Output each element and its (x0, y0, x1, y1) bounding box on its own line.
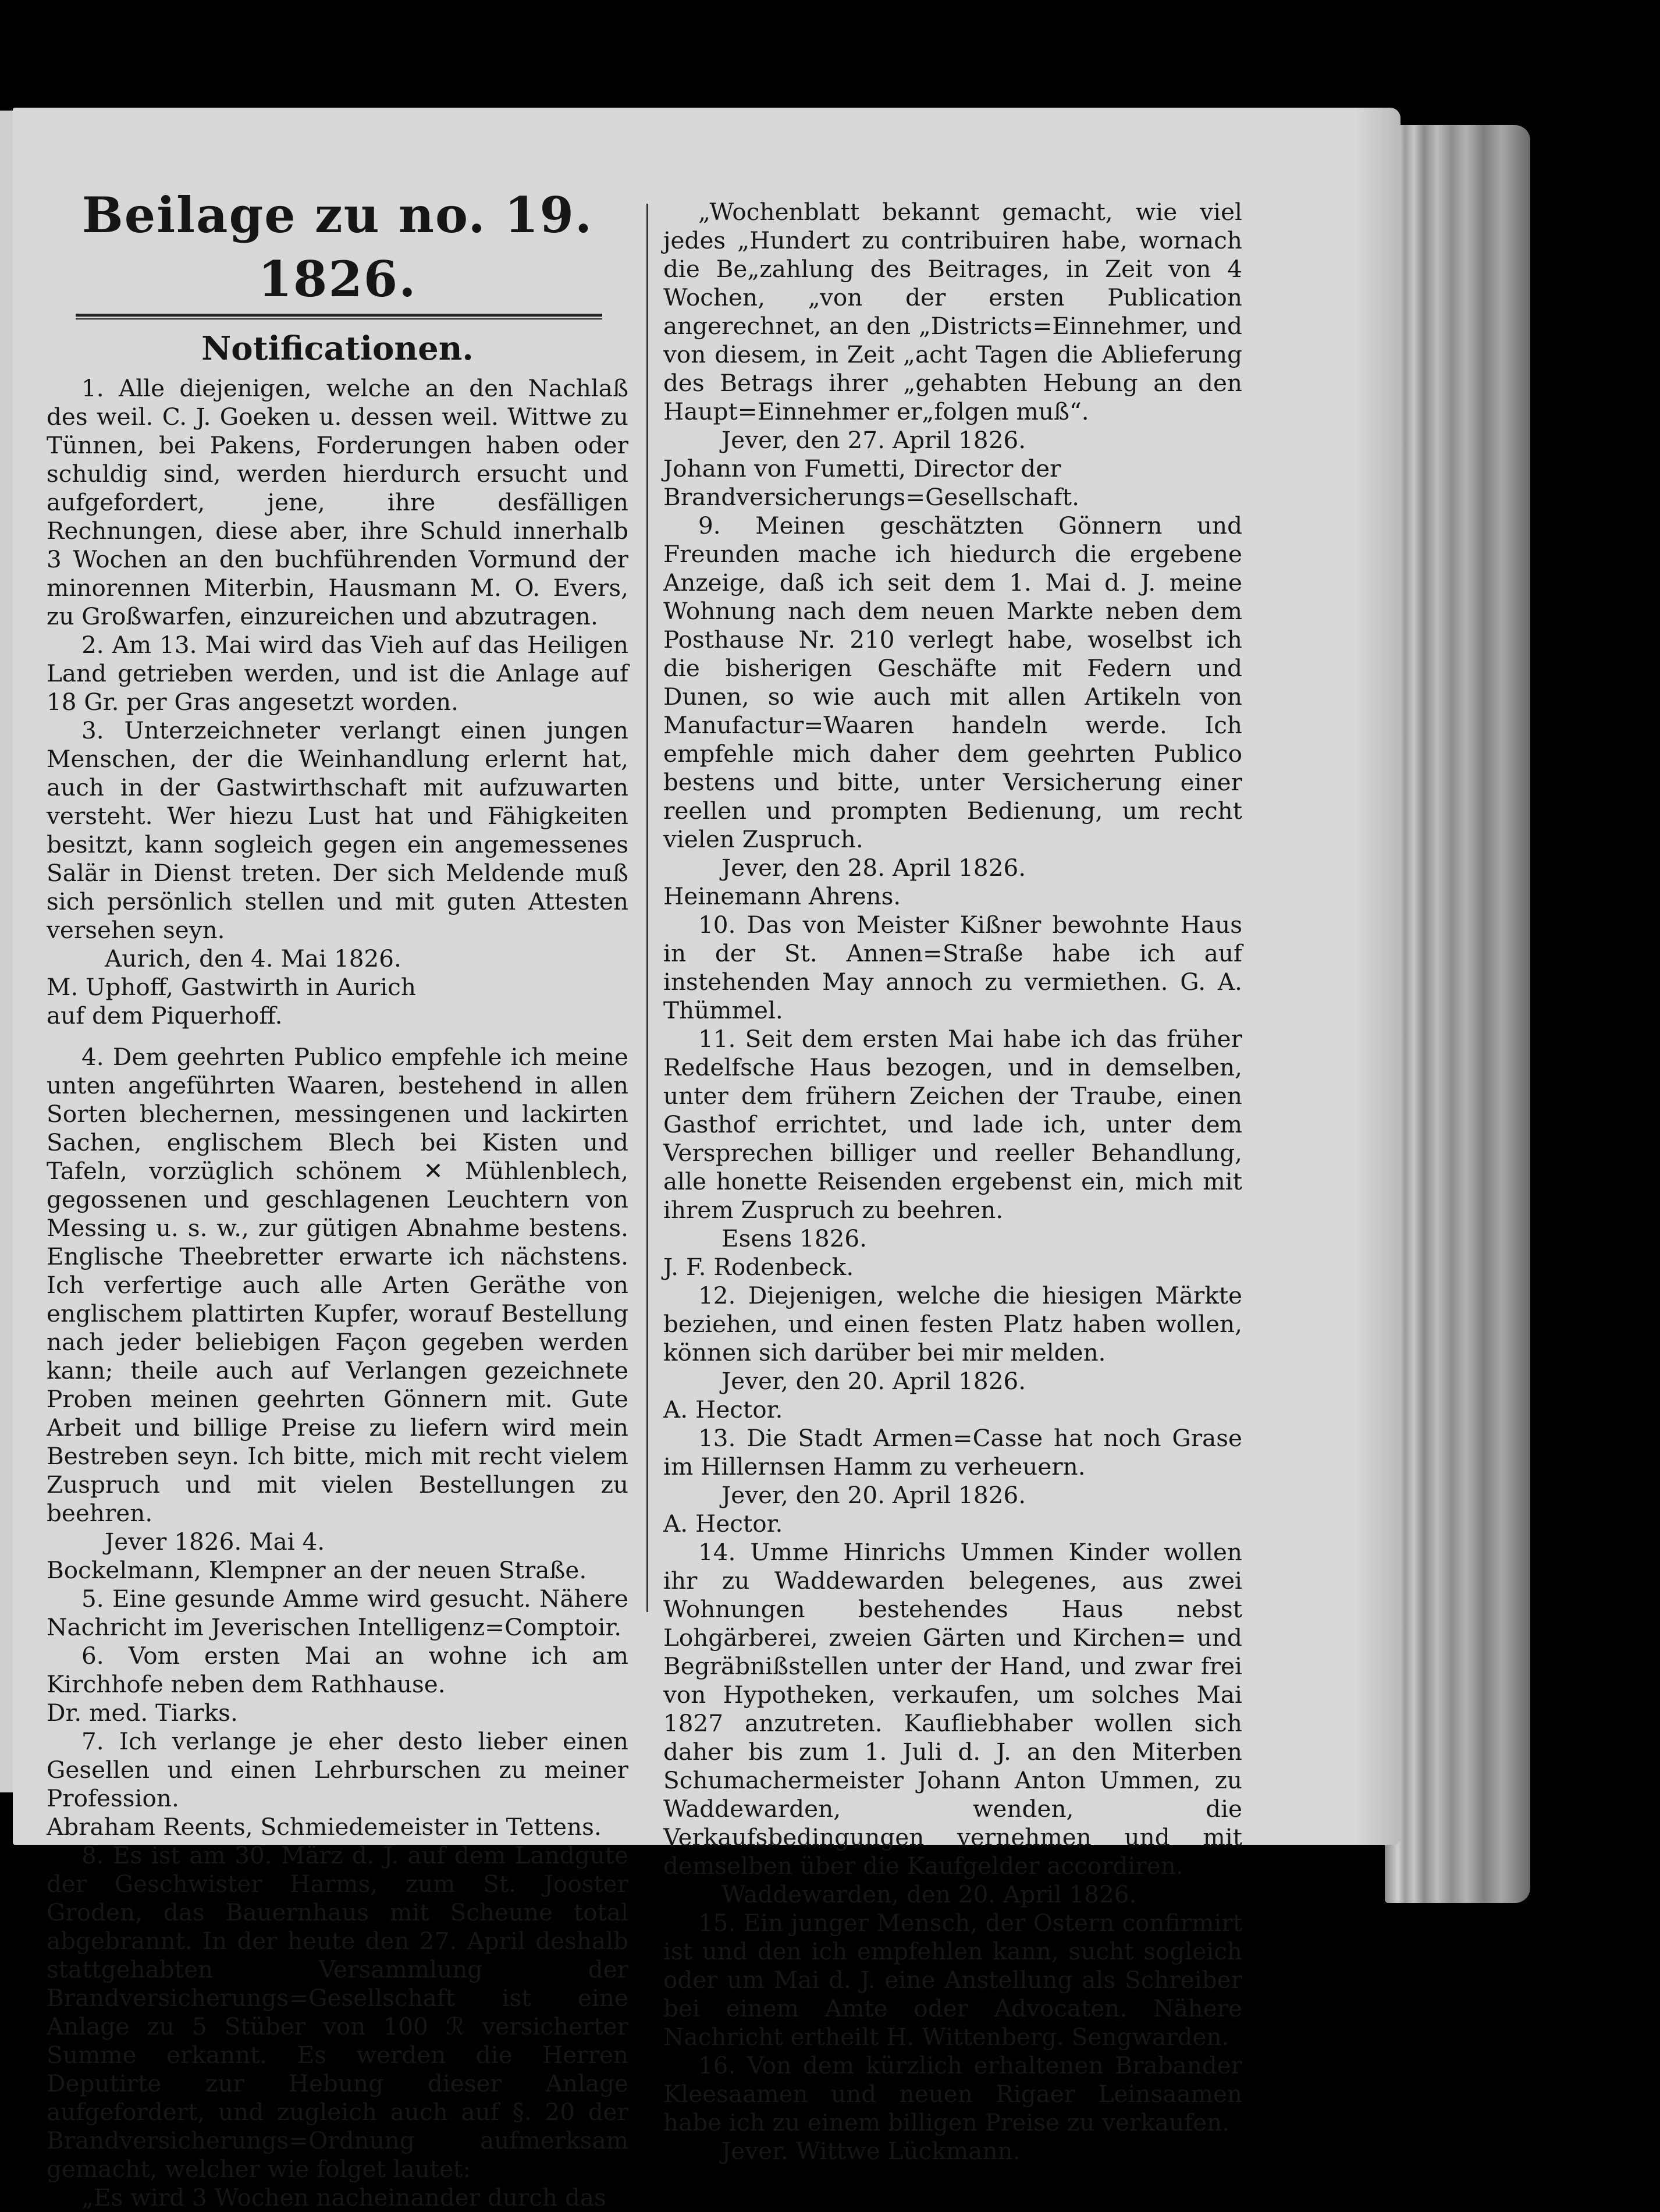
right-column (663, 198, 1242, 2165)
dateline: Jever 1826. Mai 4. (105, 1528, 325, 1556)
notice-paragraph: 11. Seit dem ersten Mai habe ich das früher Redelfsche Haus bezogen, und in demselben, unter dem frühern Zeichen der Traube, einen Gasthof errichtet, und lade ich, unter dem Versprechen billiger und reeller Behandlung, alle honette Reisenden ergebenst ein, mich mit ihrem Zuspruch zu beehren. (663, 1025, 1242, 1224)
dateline: Aurich, den 4. Mai 1826. (105, 945, 401, 972)
notice-paragraph: „Wochenblatt bekannt gemacht, wie viel jedes „Hundert zu contribuiren habe, wornach die Be„zahlung des Beitrages, in Zeit von 4 Wochen, „von der ersten Publication angerechnet, an den „Districts=Einnehmer, und von diesem, in Zeit „acht Tagen die Ablieferung des Betrags ihrer „gehabten Hebung an den Haupt=Einnehmer er„folgen muß“. (663, 198, 1242, 425)
notice-paragraph: 2. Am 13. Mai wird das Vieh auf das Heiligen Land getrieben werden, und ist die Anlage auf 18 Gr. per Gras angesetzt worden. (47, 631, 628, 716)
dateline: Jever, den 20. April 1826. (721, 1481, 1026, 1509)
dateline: Jever, den 20. April 1826. (721, 1367, 1026, 1395)
notice-paragraph: 7. Ich verlange je eher desto lieber einen Gesellen und einen Lehrburschen zu meiner Profession. (47, 1727, 628, 1812)
signature: Abraham Reents, Schmiedemeister in Tettens. (47, 1813, 602, 1841)
section-heading: Notificationen. (201, 329, 474, 368)
notice-paragraph: 14. Umme Hinrichs Ummen Kinder wollen ihr zu Waddewarden belegenes, aus zwei Wohnungen bestehendes Haus nebst Lohgärberei, zweien Gärten und Kirchen= und Begräbnißstellen unter der Hand, und zwar frei von Hypotheken, verkaufen, um solches Mai 1827 anzutreten. Kaufliebhaber wollen sich daher bis zum 1. Juli d. J. an den Miterben Schumachermeister Johann Anton Ummen, zu Waddewarden, wenden, die Verkaufsbedingungen vernehmen und mit demselben über die Kaufgelder accordiren. (663, 1538, 1242, 1880)
column-separator (646, 204, 648, 1612)
spacer (47, 1030, 628, 1043)
signature: J. F. Rodenbeck. (663, 1253, 854, 1281)
notice-paragraph: 13. Die Stadt Armen=Casse hat noch Grase im Hillernsen Hamm zu verheuern. (663, 1424, 1242, 1480)
dateline: Jever. Wittwe Lückmann. (721, 2137, 1021, 2165)
dateline: Waddewarden, den 20. April 1826. (721, 1880, 1137, 1908)
notice-paragraph: 1. Alle diejenigen, welche an den Nachlaß des weil. C. J. Goeken u. dessen weil. Wittwe zu Tünnen, bei Pakens, Forderungen haben oder schuldig sind, werden hierdurch ersucht und aufgefordert, jene, ihre desfälligen Rechnungen, diese aber, ihre Schuld innerhalb 3 Wochen an den buchführenden Vormund der minorennen Miterbin, Hausmann M. O. Evers, zu Großwarfen, einzureichen und abzutragen. (47, 374, 628, 630)
signature: Johann von Fumetti, Director der (663, 455, 1061, 482)
notice-paragraph: 8. Es ist am 30. März d. J. auf dem Landgute der Geschwister Harms, zum St. Jooster Groden, das Bauernhaus mit Scheune total abgebrannt. In der heute den 27. April deshalb stattgehabten Versammlung der Brandversicherungs=Gesellschaft ist eine Anlage zu 5 Stüber von 100 ℛ versicherter Summe erkannt. Es werden die Herren Deputirte zur Hebung dieser Anlage aufgefordert, und zugleich auch auf §. 20 der Brandversicherungs=Ordnung aufmerksam gemacht, welcher wie folget lautet: (47, 1841, 628, 2183)
notice-paragraph: 10. Das von Meister Kißner bewohnte Haus in der St. Annen=Straße habe ich auf instehenden May annoch zu vermiethen. G. A. Thümmel. (663, 911, 1242, 1024)
notice-paragraph: 15. Ein junger Mensch, der Ostern confirmirt ist und den ich empfehlen kann, sucht sogleich oder um Mai d. J. eine Anstellung als Schreiber bei einem Amte oder Advocaten. Nähere Nachricht ertheilt H. Wittenberg. Sengwarden. (663, 1909, 1242, 2051)
signature: Brandversicherungs=Gesellschaft. (663, 483, 1079, 511)
notice-paragraph: „Es wird 3 Wochen nacheinander durch das (81, 2183, 606, 2211)
title-rule (76, 314, 602, 319)
binding-strip (0, 111, 13, 1792)
left-column (47, 183, 628, 2212)
signature: A. Hector. (663, 1396, 783, 1423)
signature: Bockelmann, Klempner an der neuen Straße. (47, 1556, 587, 1584)
page-title: Beilage zu no. 19. 1826. (81, 186, 593, 308)
signature: Heinemann Ahrens. (663, 882, 901, 910)
left-column-body (47, 374, 628, 2212)
signature: Dr. med. Tiarks. (47, 1699, 238, 1727)
notice-paragraph: 16. Von dem kürzlich erhaltenen Brabander Kleesaamen und neuen Rigaer Leinsaamen habe ich zu einem billigen Preise zu verkaufen. (663, 2051, 1242, 2136)
page-shade (1354, 108, 1400, 1845)
dateline: Esens 1826. (721, 1224, 868, 1252)
book-page-edges (1385, 125, 1530, 1903)
dateline: Jever, den 27. April 1826. (721, 426, 1026, 454)
signature: M. Uphoff, Gastwirth in Aurich (47, 973, 416, 1001)
signature: A. Hector. (663, 1510, 783, 1538)
dateline: Jever, den 28. April 1826. (721, 854, 1026, 882)
notice-paragraph: 3. Unterzeichneter verlangt einen jungen Menschen, der die Weinhandlung erlernt hat, auch in der Gastwirthschaft mit aufzuwarten versteht. Wer hiezu Lust hat und Fähigkeiten besitzt, kann sogleich gegen ein angemessenes Salär in Dienst treten. Der sich Meldende muß sich persönlich stellen und mit guten Attesten versehen seyn. (47, 716, 628, 944)
notice-paragraph: 5. Eine gesunde Amme wird gesucht. Nähere Nachricht im Jeverischen Intelligenz=Comptoir. (47, 1585, 628, 1641)
newspaper-page (13, 108, 1400, 2211)
notice-paragraph: 9. Meinen geschätzten Gönnern und Freunden mache ich hiedurch die ergebene Anzeige, daß ich seit dem 1. Mai d. J. meine Wohnung nach dem neuen Markte neben dem Posthause Nr. 210 verlegt habe, woselbst ich die bisherigen Geschäfte mit Federn und Dunen, so wie auch mit allen Artikeln von Manufactur=Waaren handeln werde. Ich empfehle mich daher dem geehrten Publico bestens und bitte, unter Versicherung einer reellen und prompten Bedienung, um recht vielen Zuspruch. (663, 512, 1242, 853)
signature: auf dem Piquerhoff. (47, 1002, 283, 1029)
notice-paragraph: 4. Dem geehrten Publico empfehle ich meine unten angeführten Waaren, bestehend in allen Sorten blechernen, messingenen und lackirten Sachen, englischem Blech bei Kisten und Tafeln, vorzüglich schönem ✕ Mühlenblech, gegossenen und geschlagenen Leuchtern von Messing u. s. w., zur gütigen Abnahme bestens. Englische Theebretter erwarte ich nächstens. Ich verfertige auch alle Arten Geräthe von englischem plattirten Kupfer, worauf Bestellung nach jeder beliebigen Façon gegeben werden kann; theile auch auf Verlangen gezeichnete Proben meinen geehrten Gönnern mit. Gute Arbeit und billige Preise zu liefern wird mein Bestreben seyn. Ich bitte, mich mit recht vielem Zuspruch und mit vielen Bestellungen zu beehren. (47, 1043, 628, 1527)
notice-paragraph: 6. Vom ersten Mai an wohne ich am Kirchhofe neben dem Rathhause. (47, 1642, 628, 1698)
right-column-body (663, 198, 1242, 2165)
notice-paragraph: 12. Diejenigen, welche die hiesigen Märkte beziehen, und einen festen Platz haben wollen, können sich darüber bei mir melden. (663, 1281, 1242, 1366)
